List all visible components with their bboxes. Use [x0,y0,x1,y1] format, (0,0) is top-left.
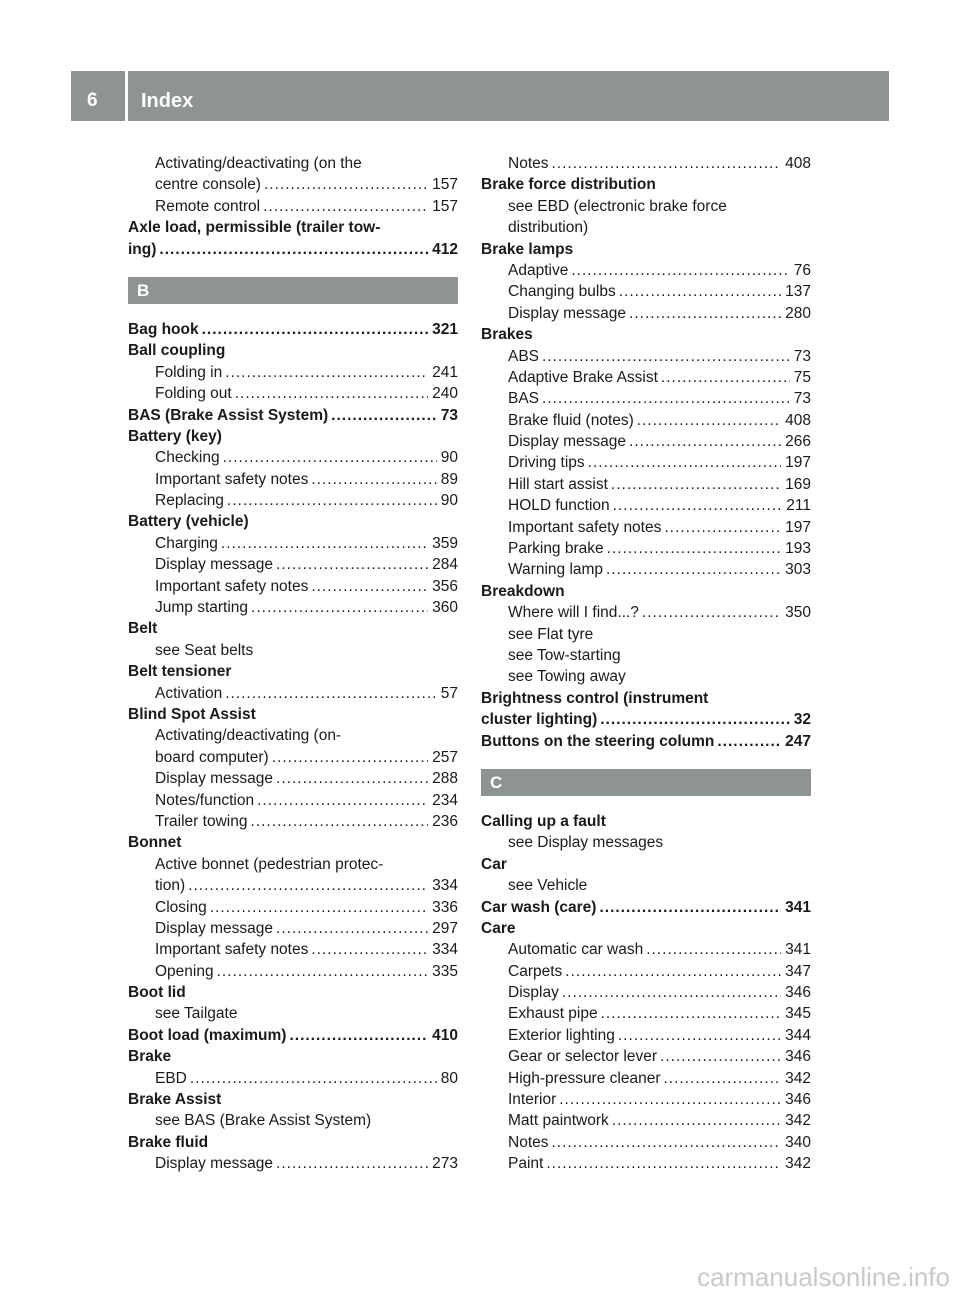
index-entry [128,1025,458,1046]
entry-text: Important safety notes [155,941,309,959]
page-reference: 356 [432,577,458,595]
dot-leader [225,362,428,383]
index-subentry: Active bonnet (pedestrian protec- [155,855,384,873]
index-entry: Axle load, permissible (trailer tow- [128,219,381,237]
index-entry [481,897,811,918]
dot-leader [552,1132,782,1153]
page-reference: 157 [432,176,458,194]
page-reference: 234 [432,791,458,809]
index-subentry [128,1153,458,1174]
page-reference: 336 [432,898,458,916]
entry-text: Interior [508,1091,557,1109]
dot-leader [611,474,781,495]
page-reference: 157 [432,197,458,215]
entry-text: Warning lamp [508,561,604,579]
index-entry: Belt tensioner [128,663,232,681]
page-reference: 90 [440,492,458,510]
dot-leader [542,346,790,367]
index-subentry [128,447,458,468]
index-subentry [128,683,458,704]
index-subentry [128,961,458,982]
dot-leader [276,1153,428,1174]
entry-text: Display message [155,770,274,788]
entry-text: Automatic car wash [508,941,644,959]
index-subentry [481,153,811,174]
page-reference: 284 [432,556,458,574]
index-subentry [481,367,811,388]
index-entry: Brakes [481,326,533,344]
dot-leader [642,602,781,623]
entry-text: tion) [155,877,186,895]
index-subentry [128,768,458,789]
index-subentry [481,281,811,302]
entry-text: High-pressure cleaner [508,1069,661,1087]
page-reference: 280 [785,304,811,322]
entry-text: board computer) [155,748,269,766]
dot-leader [159,239,428,260]
page-reference: 76 [793,261,811,279]
dot-leader [311,469,436,490]
entry-text: Display message [508,304,627,322]
dot-leader [225,683,437,704]
index-entry: Calling up a fault [481,812,606,830]
index-entry: Belt [128,620,158,638]
entry-text: Paint [508,1155,544,1173]
dot-leader [257,790,428,811]
index-letter-heading: B [128,277,458,304]
entry-text: Important safety notes [155,577,309,595]
index-entry [128,405,458,426]
page-reference: 334 [432,877,458,895]
index-subentry [128,174,458,195]
page-reference: 90 [440,449,458,467]
entry-text: Important safety notes [508,518,662,536]
page-reference: 335 [432,962,458,980]
page-reference: 297 [432,919,458,937]
page-reference: 247 [785,732,811,750]
page-reference: 240 [432,385,458,403]
index-letter-heading: C [481,769,811,796]
dot-leader [217,961,429,982]
page-reference: 347 [785,962,811,980]
dot-leader [664,1068,782,1089]
entry-text: Parking brake [508,540,604,558]
entry-text: Folding in [155,363,223,381]
index-entry: Ball coupling [128,342,226,360]
page-reference: 193 [785,540,811,558]
entry-text: Adaptive Brake Assist [508,368,658,386]
index-entry: Brake Assist [128,1091,222,1109]
index-subentry [481,517,811,538]
index-subentry [128,1068,458,1089]
index-subentry [481,474,811,495]
index-subentry: see Display messages [508,834,664,852]
index-subentry [128,875,458,896]
index-subentry: see Flat tyre [508,625,594,643]
index-subentry [481,538,811,559]
entry-text: Display message [508,433,627,451]
index-subentry [481,495,811,516]
page-reference: 346 [785,1091,811,1109]
dot-leader [607,538,781,559]
page-reference: 303 [785,561,811,579]
entry-text: Gear or selector lever [508,1048,658,1066]
dot-leader [629,303,781,324]
page-reference: 346 [785,984,811,1002]
dot-leader [618,1025,781,1046]
index-subentry: see BAS (Brake Assist System) [155,1112,372,1130]
entry-text: Replacing [155,492,224,510]
index-subentry [481,602,811,623]
index-entry: Car [481,855,507,873]
entry-text: Boot load (maximum) [128,1026,287,1044]
dot-leader [264,174,428,195]
page-reference: 346 [785,1048,811,1066]
dot-leader [571,260,789,281]
entry-text: Jump starting [155,599,249,617]
index-subentry [128,897,458,918]
index-subentry: Activating/deactivating (on the [155,155,362,172]
index-entry: Boot lid [128,984,186,1002]
page-reference: 57 [440,684,458,702]
dot-leader [263,196,428,217]
page-reference: 197 [785,518,811,536]
dot-leader [606,559,781,580]
entry-text: ing) [128,240,157,258]
dot-leader [276,768,428,789]
index-subentry [481,303,811,324]
entry-text: Hill start assist [508,475,608,493]
entry-text: HOLD function [508,497,610,515]
index-column-right [481,153,811,1175]
index-subentry [481,1003,811,1024]
page-reference: 80 [440,1069,458,1087]
dot-leader [637,410,781,431]
page-reference: 340 [785,1133,811,1151]
dot-leader [717,731,781,752]
index-subentry [128,469,458,490]
entry-text: Display [508,984,559,1002]
dot-leader [646,939,781,960]
page-reference: 273 [432,1155,458,1173]
entry-text: Driving tips [508,454,585,472]
page-number: 6 [87,90,98,111]
dot-leader [629,431,781,452]
index-subentry [481,939,811,960]
dot-leader [227,490,437,511]
index-subentry [128,196,458,217]
dot-leader [613,495,783,516]
dot-leader [542,388,790,409]
dot-leader [612,1110,781,1131]
index-subentry [481,1046,811,1067]
index-subentry [128,554,458,575]
entry-text: Notes [508,155,549,172]
index-subentry [128,597,458,618]
index-subentry [481,1089,811,1110]
index-subentry [481,1025,811,1046]
page-reference: 211 [786,497,811,515]
index-entry: Brake fluid [128,1133,209,1151]
header-divider [125,71,128,121]
dot-leader [276,918,428,939]
page-reference: 412 [432,240,458,258]
dot-leader [565,961,781,982]
entry-text: centre console) [155,176,261,194]
entry-text: Notes/function [155,791,255,809]
index-entry: Battery (vehicle) [128,513,249,531]
index-entry: Blind Spot Assist [128,705,256,723]
index-entry [128,319,458,340]
index-entry [481,731,811,752]
entry-text: Buttons on the steering column [481,732,715,750]
dot-leader [562,982,781,1003]
index-subentry [481,1110,811,1131]
page-reference: 350 [785,604,811,622]
index-subentry [128,918,458,939]
entry-text: Remote control [155,197,261,215]
index-subentry [128,362,458,383]
dot-leader [202,319,429,340]
entry-text: Bag hook [128,320,199,338]
page-reference: 288 [432,770,458,788]
page-reference: 342 [785,1069,811,1087]
page-header [71,71,889,121]
page-reference: 73 [793,347,811,365]
page-reference: 89 [440,470,458,488]
dot-leader [331,405,437,426]
entry-text: Closing [155,898,207,916]
dot-leader [311,939,428,960]
page-reference: 257 [432,748,458,766]
index-entry [481,709,811,730]
index-subentry [128,790,458,811]
index-entry: Brake [128,1048,172,1066]
dot-leader [272,747,428,768]
entry-text: Checking [155,449,220,467]
index-subentry [128,939,458,960]
index-subentry: see Vehicle [508,877,588,895]
index-subentry [481,346,811,367]
entry-text: Display message [155,1155,274,1173]
entry-text: Adaptive [508,261,569,279]
dot-leader [276,554,428,575]
dot-leader [223,447,437,468]
dot-leader [221,533,428,554]
dot-leader [210,897,428,918]
dot-leader [190,1068,437,1089]
dot-leader [599,897,781,918]
entry-text: Where will I find...? [508,604,639,622]
entry-text: Exhaust pipe [508,1005,598,1023]
index-entry: Battery (key) [128,427,222,445]
page-reference: 197 [785,454,811,472]
dot-leader [600,709,790,730]
page-reference: 236 [432,812,458,830]
page-reference: 73 [793,390,811,408]
index-subentry [128,490,458,511]
entry-text: Matt paintwork [508,1112,609,1130]
entry-text: Display message [155,919,274,937]
index-subentry [128,533,458,554]
entry-text: BAS (Brake Assist System) [128,406,329,424]
index-entry: Care [481,919,516,937]
index-subentry [481,1153,811,1174]
dot-leader [619,281,781,302]
index-subentry: see Tailgate [155,1005,238,1023]
index-entry: Bonnet [128,834,182,852]
page-reference: 137 [785,283,811,301]
index-subentry [481,452,811,473]
entry-text: Activation [155,684,223,702]
watermark: carmanualsonline.info [697,1262,950,1292]
page-reference: 359 [432,534,458,552]
page-reference: 266 [785,433,811,451]
dot-leader [289,1025,428,1046]
entry-text: EBD [155,1069,187,1087]
page-reference: 321 [432,320,458,338]
entry-text: Trailer towing [155,812,248,830]
page-reference: 32 [793,711,811,729]
dot-leader [552,153,782,174]
index-subentry [128,576,458,597]
page-reference: 241 [432,363,458,381]
entry-text: cluster lighting) [481,711,598,729]
dot-leader [601,1003,782,1024]
entry-text: Carpets [508,962,563,980]
page-reference: 169 [785,475,811,493]
index-entry: Brake force distribution [481,176,656,194]
entry-text: Changing bulbs [508,283,616,301]
index-subentry [128,383,458,404]
dot-leader [250,811,428,832]
index-subentry [481,431,811,452]
entry-text: Display message [155,556,274,574]
entry-text: Car wash (care) [481,898,597,916]
page-reference: 410 [432,1026,458,1044]
page-reference: 360 [432,599,458,617]
entry-text: Important safety notes [155,470,309,488]
dot-leader [664,517,781,538]
section-title: Index [141,90,194,112]
index-entry: Breakdown [481,582,565,600]
entry-text: Opening [155,962,214,980]
page-reference: 344 [785,1026,811,1044]
entry-text: Folding out [155,385,232,403]
index-subentry [481,982,811,1003]
page-reference: 73 [440,406,458,424]
page-reference: 75 [793,368,811,386]
entry-text: Brake fluid (notes) [508,411,634,429]
index-subentry: see Towing away [508,668,626,686]
index-subentry: see EBD (electronic brake force [508,197,727,215]
index-subentry: see Seat belts [155,641,254,659]
dot-leader [251,597,428,618]
index-subentry [481,410,811,431]
dot-leader [546,1153,781,1174]
index-subentry [481,260,811,281]
index-subentry [481,961,811,982]
page-reference: 334 [432,941,458,959]
index-subentry [481,1068,811,1089]
dot-leader [188,875,428,896]
index-column-left [128,153,458,1175]
index-subentry [481,388,811,409]
page-reference: 341 [785,941,811,959]
index-subentry: Activating/deactivating (on- [155,727,342,745]
page-reference: 341 [785,898,811,916]
index-subentry [128,811,458,832]
dot-leader [559,1089,781,1110]
entry-text: Notes [508,1133,549,1151]
entry-text: BAS [508,390,540,408]
index-entry [128,239,458,260]
index-subentry [481,1132,811,1153]
dot-leader [661,367,790,388]
dot-leader [235,383,428,404]
page-reference: 408 [785,155,811,172]
entry-text: Exterior lighting [508,1026,615,1044]
index-subentry [128,747,458,768]
page-reference: 342 [785,1155,811,1173]
dot-leader [588,452,781,473]
index-entry: Brightness control (instrument [481,689,709,707]
entry-text: ABS [508,347,540,365]
page-reference: 345 [785,1005,811,1023]
dot-leader [660,1046,781,1067]
page-reference: 408 [785,411,811,429]
index-entry: Brake lamps [481,240,574,258]
entry-text: Charging [155,534,218,552]
index-subentry: see Tow-starting [508,646,621,664]
index-subentry [481,559,811,580]
index-subentry: distribution) [508,219,589,237]
page-reference: 342 [785,1112,811,1130]
dot-leader [311,576,428,597]
